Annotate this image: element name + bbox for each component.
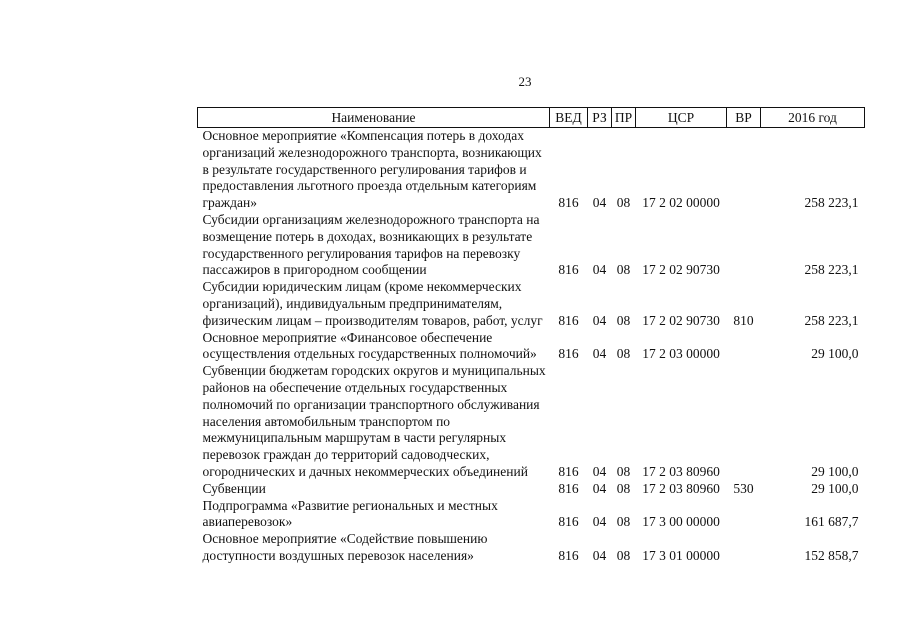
row-vr — [727, 330, 761, 364]
row-amount: 29 100,0 — [811, 346, 859, 362]
row-csr: 17 2 03 00000 — [642, 346, 720, 362]
row-amount: 258 223,1 — [804, 262, 859, 278]
row-csr: 17 3 01 00000 — [642, 547, 720, 563]
row-vr: 530 — [733, 480, 754, 496]
table-row — [198, 128, 865, 212]
row-pr: 08 — [616, 346, 631, 362]
row-amount: 258 223,1 — [804, 195, 859, 211]
table-row — [198, 279, 865, 329]
row-csr: 17 2 02 90730 — [642, 312, 720, 328]
header-rz: РЗ — [588, 108, 612, 128]
row-amount: 29 100,0 — [811, 463, 859, 479]
row-vr — [727, 531, 761, 565]
row-pr: 08 — [616, 547, 631, 563]
header-ved: ВЕД — [550, 108, 588, 128]
row-rz: 04 — [592, 463, 607, 479]
table-row — [198, 531, 865, 565]
row-csr: 17 2 02 90730 — [642, 262, 720, 278]
row-rz: 04 — [592, 547, 607, 563]
row-vr — [727, 212, 761, 279]
row-ved: 816 — [558, 195, 579, 211]
row-rz: 04 — [592, 346, 607, 362]
row-csr: 17 3 00 00000 — [642, 514, 720, 530]
header-year: 2016 год — [761, 108, 865, 128]
row-vr — [727, 363, 761, 481]
row-rz: 04 — [592, 480, 607, 496]
row-pr: 08 — [616, 514, 631, 530]
row-pr: 08 — [616, 463, 631, 479]
row-ved: 816 — [558, 480, 579, 496]
row-csr: 17 2 03 80960 — [642, 480, 720, 496]
row-name: Основное мероприятие «Финансовое обеспечение осуществления отдельных государственных полномочий» — [202, 329, 537, 362]
row-rz: 04 — [592, 312, 607, 328]
row-rz: 04 — [592, 195, 607, 211]
page-number: 23 — [518, 74, 532, 89]
row-amount: 29 100,0 — [811, 480, 859, 496]
row-csr: 17 2 02 00000 — [642, 195, 720, 211]
row-name: Субсидии организациям железнодорожного транспорта на возмещение потерь в доходах, возникающих в результате государственного регулирования тарифов на перевозку пассажиров в пригородном сообщении — [202, 211, 540, 278]
row-amount: 258 223,1 — [804, 312, 859, 328]
row-ved: 816 — [558, 463, 579, 479]
row-ved: 816 — [558, 514, 579, 530]
table-row — [198, 481, 865, 498]
row-ved: 816 — [558, 346, 579, 362]
header-name: Наименование — [198, 108, 550, 128]
row-name: Субвенции — [202, 480, 266, 496]
budget-table — [197, 107, 865, 565]
header-vr: ВР — [727, 108, 761, 128]
table-row — [198, 363, 865, 481]
row-pr: 08 — [616, 262, 631, 278]
row-pr: 08 — [616, 480, 631, 496]
row-rz: 04 — [592, 262, 607, 278]
row-name: Субсидии юридическим лицам (кроме некоммерческих организаций), индивидуальным предпринимателям, физическим лицам – производителям товаров, работ, услуг — [202, 279, 543, 328]
row-vr: 810 — [733, 312, 754, 328]
table-row — [198, 330, 865, 364]
row-pr: 08 — [616, 195, 631, 211]
row-amount: 152 858,7 — [804, 547, 859, 563]
row-vr — [727, 128, 761, 212]
row-name: Субвенции бюджетам городских округов и муниципальных районов на обеспечение отдельных государственных полномочий по организации транспортного обслуживания населения автомобильным транспортом по межмуниципальным маршрутам в части регулярных перевозок граждан до территорий садоводческих, огороднических и дачных некоммерческих объединений — [202, 363, 546, 479]
row-pr: 08 — [616, 312, 631, 328]
row-ved: 816 — [558, 262, 579, 278]
row-ved: 816 — [558, 312, 579, 328]
row-rz: 04 — [592, 514, 607, 530]
header-pr: ПР — [612, 108, 636, 128]
row-name: Основное мероприятие «Содействие повышению доступности воздушных перевозок населения» — [202, 531, 488, 563]
row-name: Основное мероприятие «Компенсация потерь в доходах организаций железнодорожного транспорта, возникающих в результате государственного регулирования тарифов и предоставления льготного проезда отдельным категориям граждан» — [202, 128, 542, 211]
table-row — [198, 212, 865, 279]
table-header-row — [198, 108, 865, 128]
row-ved: 816 — [558, 547, 579, 563]
row-name: Подпрограмма «Развитие региональных и местных авиаперевозок» — [202, 497, 498, 530]
header-csr: ЦСР — [636, 108, 727, 128]
row-vr — [727, 498, 761, 532]
row-amount: 161 687,7 — [804, 514, 859, 530]
table-row — [198, 498, 865, 532]
row-csr: 17 2 03 80960 — [642, 463, 720, 479]
